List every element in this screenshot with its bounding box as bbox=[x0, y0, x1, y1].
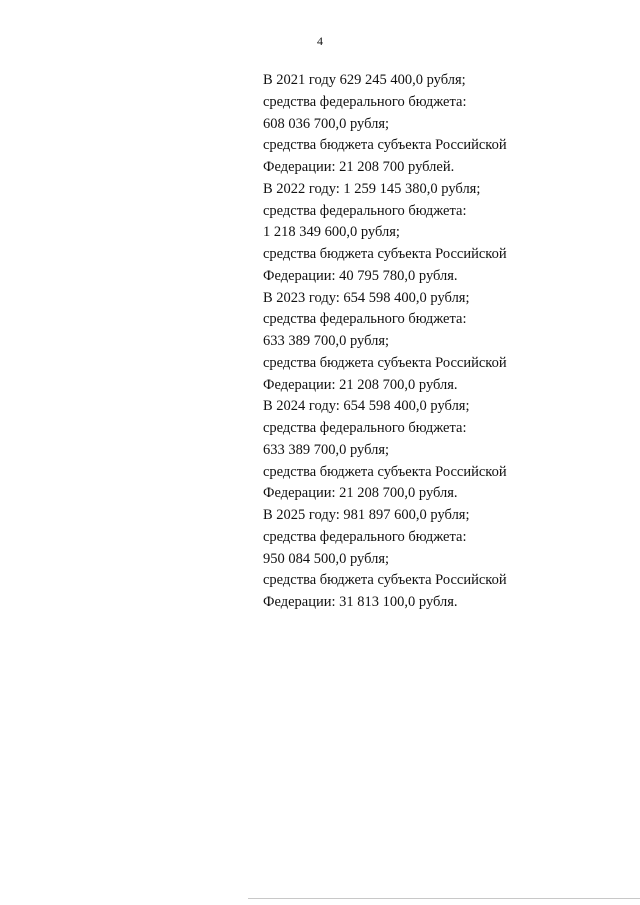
text-line: 633 389 700,0 рубля; bbox=[263, 333, 390, 349]
text-line: Федерации: 31 813 100,0 рубля. bbox=[263, 594, 458, 610]
text-line: средства федерального бюджета: bbox=[263, 528, 467, 545]
text-line: Федерации: 21 208 700 рублей. bbox=[263, 159, 455, 175]
text-line: средства федерального бюджета: bbox=[263, 202, 467, 219]
text-line: В 2022 году: 1 259 145 380,0 рубля; bbox=[263, 180, 481, 197]
text-line: средства федерального бюджета: bbox=[263, 420, 467, 436]
text-line: средства бюджета субъекта Российской bbox=[263, 137, 507, 154]
text-line: Федерации: 40 795 780,0 рубля. bbox=[263, 267, 458, 284]
text-line: 608 036 700,0 рубля; bbox=[263, 115, 390, 132]
text-line: Федерации: 21 208 700,0 рубля. bbox=[263, 376, 458, 393]
text-line: В 2024 году: 654 598 400,0 рубля; bbox=[263, 398, 470, 415]
page-number: 4 bbox=[317, 34, 323, 48]
text-line: В 2025 году: 981 897 600,0 рубля; bbox=[263, 507, 470, 523]
text-line: средства федерального бюджета: bbox=[263, 93, 467, 110]
scan-edge-line bbox=[248, 898, 640, 899]
text-line: В 2023 году: 654 598 400,0 рубля; bbox=[263, 289, 470, 306]
text-line: 1 218 349 600,0 рубля; bbox=[263, 224, 400, 241]
text-line: 633 389 700,0 рубля; bbox=[263, 441, 390, 458]
text-line: Федерации: 21 208 700,0 рубля. bbox=[263, 485, 458, 502]
text-line: средства бюджета субъекта Российской bbox=[263, 354, 507, 371]
funding-text-block bbox=[263, 70, 623, 614]
text-line: средства федерального бюджета: bbox=[263, 311, 467, 328]
text-line: средства бюджета субъекта Российской bbox=[263, 572, 507, 589]
text-line: 950 084 500,0 рубля; bbox=[263, 550, 390, 567]
text-line: средства бюджета субъекта Российской bbox=[263, 463, 507, 480]
text-line: средства бюджета субъекта Российской bbox=[263, 246, 507, 262]
text-line: В 2021 году 629 245 400,0 рубля; bbox=[263, 72, 466, 88]
